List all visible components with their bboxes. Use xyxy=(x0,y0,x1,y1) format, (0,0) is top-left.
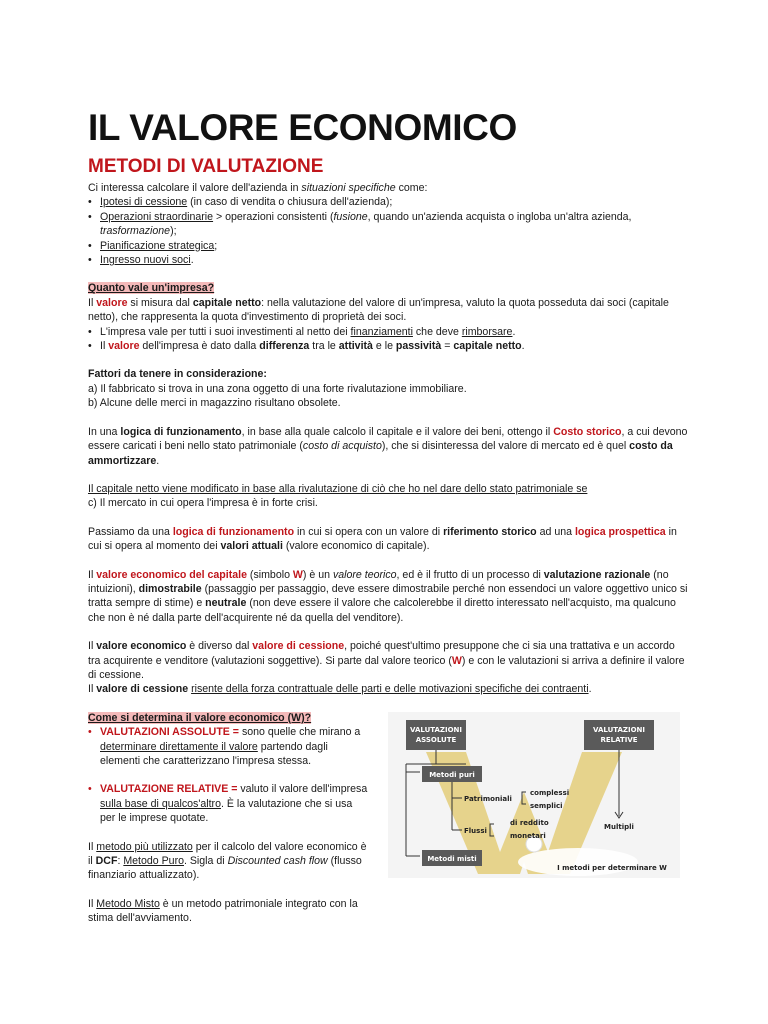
patrimoniali-label: Patrimoniali xyxy=(464,795,512,803)
section-title: METODI DI VALUTAZIONE xyxy=(88,156,324,177)
metodo-misto-paragraph: Il Metodo Misto è un metodo patrimoniale integrato con la stima dell'avviamento. xyxy=(88,897,358,925)
valore-capitale-paragraph: Il valore economico del capitale (simbolo W) è un valore teorico, ed è il frutto di un processo di valutazione razionale (no intuizioni), dimostrabile (passaggio per passaggio, deve essere dimostrabile perché non essendoci un valore oggettivo unico si tratta sempre di stime) e neutrale (non deve essere il valore che calcolerebbe il diretto interessato nell'acquisto, ma qualcuno che non è né dalla parte dell'acquirente né da quella del venditore). xyxy=(88,568,688,624)
relative-item: • VALUTAZIONE RELATIVE = valuto il valore dell'impresa sulla base di qualcos'altro. È la valutazione che si usa per le imprese quotate. xyxy=(88,783,368,825)
list-item: • Operazioni straordinarie > operazioni consistenti (fusione, quando un'azienda acquista o ingloba un'altra azienda, trasformazione); xyxy=(88,210,688,239)
methods-diagram xyxy=(388,712,680,878)
passiamo-paragraph: Passiamo da una logica di funzionamento in cui si opera con un valore di riferimento storico ad una logica prospettica in cui si opera al momento dei valori attuali (valore economico di capitale). xyxy=(88,525,677,553)
valore-list xyxy=(88,325,688,354)
list-item: • L'impresa vale per tutti i suoi investimenti al netto dei finanziamenti che deve rimborsare. xyxy=(88,325,688,339)
page-title: IL VALORE ECONOMICO xyxy=(88,107,517,148)
intro-paragraph: Ci interessa calcolare il valore dell'azienda in situazioni specifiche come: xyxy=(88,182,428,194)
logica-paragraph: In una logica di funzionamento, in base alla quale calcolo il capitale e il valore dei beni, ottengo il Costo storico, a cui devono essere caricati i beni nello stato patrimoniale (costo di acquisto), che si disinteressa del valore di mercato ed è quel costo da ammortizzare. xyxy=(88,425,688,467)
complessi-label: complessi xyxy=(530,789,570,797)
assolute-item: • VALUTAZIONI ASSOLUTE = sono quelle che mirano a determinare direttamente il valore partendo dagli elementi che caratterizzano l'impresa stessa. xyxy=(88,726,361,767)
diagram-caption: I metodi per determinare W xyxy=(557,864,667,872)
multipli-label: Multipli xyxy=(604,823,634,831)
box-relative xyxy=(584,720,654,750)
metodi-puri-label: Metodi puri xyxy=(429,771,475,779)
flussi-label: Flussi xyxy=(464,827,487,835)
methods-column xyxy=(88,725,370,925)
di-reddito-label: di reddito xyxy=(510,819,549,827)
relative-line2: RELATIVE xyxy=(600,736,638,744)
situations-list xyxy=(88,195,688,267)
come-heading: Come si determina il valore economico (W)? xyxy=(88,711,312,724)
semplici-label: semplici xyxy=(530,802,563,810)
relative-line1: VALUTAZIONI xyxy=(593,726,645,734)
cessione-paragraph: Il valore di cessione risente della forza contrattuale delle parti e delle motivazioni specifiche dei contraenti. xyxy=(88,683,592,696)
fattore-c: c) Il mercato in cui opera l'impresa è in forte crisi. xyxy=(88,497,318,510)
monetari-label: monetari xyxy=(510,832,546,840)
assolute-line1: VALUTAZIONI xyxy=(410,726,462,734)
list-item: • Ipotesi di cessione (in caso di vendita o chiusura dell'azienda); xyxy=(88,195,688,209)
list-item: • Il valore dell'impresa è dato dalla differenza tra le attività e le passività = capitale netto. xyxy=(88,339,688,353)
diverso-paragraph: Il valore economico è diverso dal valore di cessione, poiché quest'ultimo presuppone che ci sia una trattativa e un accordo tra acquirente e venditore (valutazioni soggettive). Si parte dal valore teorico (W) e con le valutazioni si arriva a definire il valore di cessione. xyxy=(88,640,685,681)
box-assolute xyxy=(406,720,466,750)
list-item: • Ingresso nuovi soci. xyxy=(88,253,688,267)
fattori-heading: Fattori da tenere in considerazione: xyxy=(88,368,267,381)
dcf-paragraph: Il metodo più utilizzato per il calcolo del valore economico è il DCF: Metodo Puro. Sigla di Discounted cash flow (flusso finanziario attualizzato). xyxy=(88,840,367,882)
metodi-misti-label: Metodi misti xyxy=(427,855,477,863)
question-heading: Quanto vale un'impresa? xyxy=(88,282,215,295)
fattore-b: b) Alcune delle merci in magazzino risultano obsolete. xyxy=(88,397,341,410)
valore-paragraph: Il valore si misura dal capitale netto: nella valutazione del valore di un'impresa, valuto la quota posseduta dai soci (capitale netto), che rappresenta la quota d'investimento di proprietà dei soci. xyxy=(88,296,669,324)
capitale-underlined: Il capitale netto viene modificato in base alla rivalutazione di ciò che ho nel dare dello stato patrimoniale se xyxy=(88,482,588,495)
assolute-line2: ASSOLUTE xyxy=(415,736,457,744)
fattore-a: a) Il fabbricato si trova in una zona oggetto di una forte rivalutazione immobiliare. xyxy=(88,382,467,395)
diagram-svg xyxy=(388,712,680,878)
list-item: • Pianificazione strategica; xyxy=(88,239,688,253)
